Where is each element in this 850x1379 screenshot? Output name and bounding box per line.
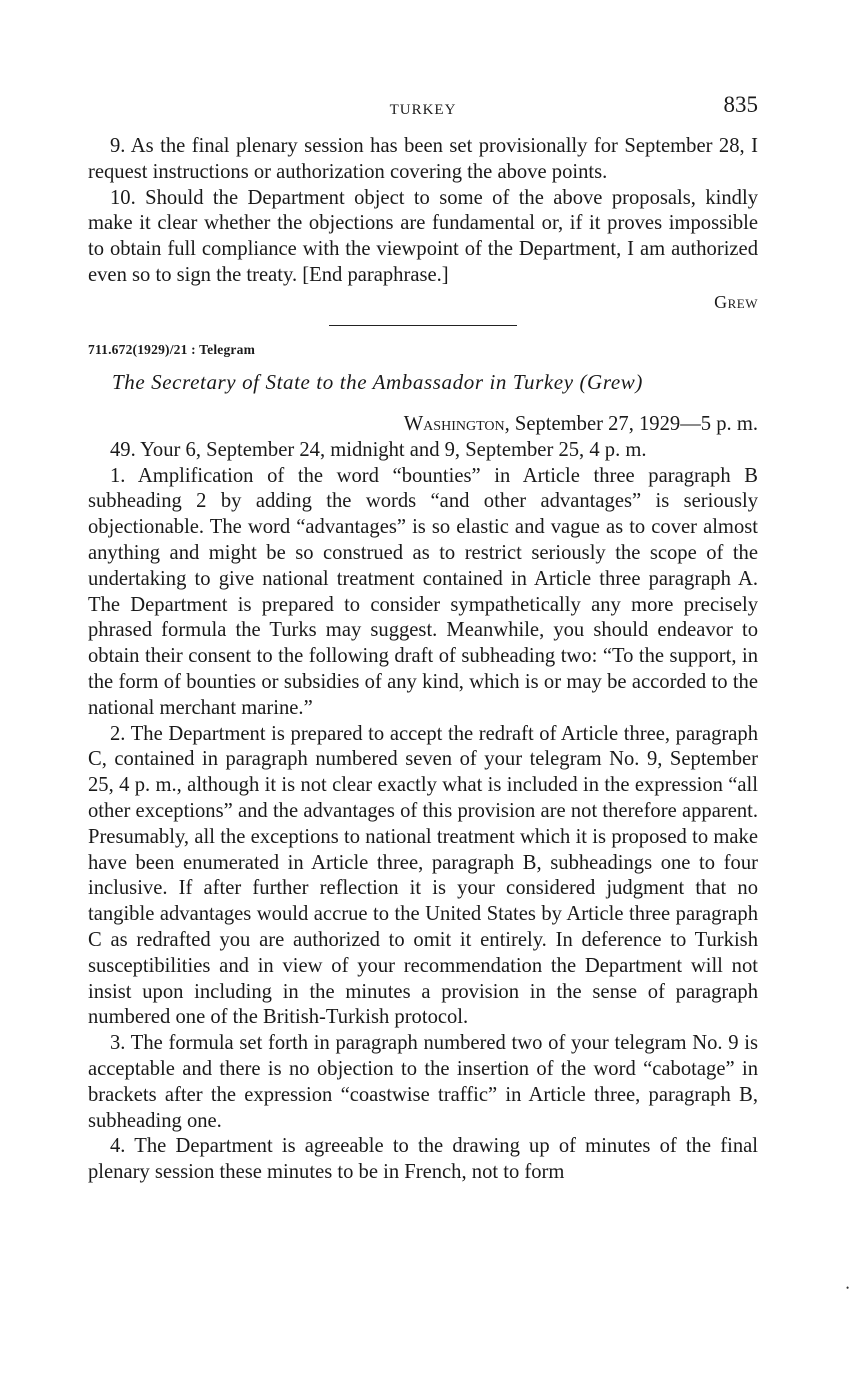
page-header: [88, 92, 758, 126]
margin-mark: •: [846, 1283, 850, 1293]
dateline-date: , September 27, 1929—5 p. m.: [504, 412, 758, 435]
signature: Grew: [714, 291, 758, 312]
paragraph-49: 49. Your 6, September 24, midnight and 9, September 25, 4 p. m.: [110, 438, 647, 461]
dateline: [88, 411, 758, 437]
paragraph-10: 10. Should the Department object to some of the above proposals, kindly make it clear whether the objections are fundamental or, if it proves impossible to obtain full compliance with the viewpoint of the Department, I am authorized even so to sign the treaty. [End paraphrase.]: [88, 186, 758, 286]
page-number: 835: [723, 92, 758, 117]
running-head: TURKEY: [389, 102, 457, 118]
document-heading: The Secretary of State to the Ambassador in Turkey (Grew): [112, 369, 643, 394]
paragraph-9: 9. As the final plenary session has been set provisionally for September 28, I request instructions or authorization covering the above points.: [88, 135, 758, 183]
file-reference: 711.672(1929)/21 : Telegram: [88, 341, 256, 357]
paragraph-3: 3. The formula set forth in paragraph numbered two of your telegram No. 9 is acceptable and there is no objection to the insertion of the word “cabotage” in brackets after the expression “coastwise traffic” in Article three, paragraph B, subheading one.: [88, 1032, 758, 1132]
paragraph-4: 4. The Department is agreeable to the drawing up of minutes of the final plenary session these minutes to be in French, not to form: [88, 1135, 758, 1184]
document-page: [88, 92, 758, 1186]
paragraph-1: 1. Amplification of the word “bounties” in Article three paragraph B subheading 2 by adding the words “and other advantages” is seriously objectionable. The word “advantages” is so elastic and vague as to cover almost anything and might be so construed as to restrict seriously the scope of the undertaking to give national treatment contained in Article three paragraph A. The Department is prepared to consider sympathetically any more precisely phrased formula the Turks may suggest. Meanwhile, you should endeavor to obtain their consent to the following draft of subheading two: “To the support, in the form of bounties or subsidies of any kind, which is or may be accorded to the national merchant marine.”: [88, 464, 758, 719]
dateline-place: Washington: [403, 412, 505, 435]
section-divider: [329, 325, 517, 326]
paragraph-2: 2. The Department is prepared to accept the redraft of Article three, paragraph C, contained in paragraph numbered seven of your telegram No. 9, September 25, 4 p. m., although it is not clear exactly what is included in the expression “all other exceptions” and the advantages of this provision are not therefore apparent. Presumably, all the exceptions to national treatment which it is proposed to make have been enumerated in Article three, paragraph B, subheadings one to four inclusive. If after further reflection it is your considered judgment that no tangible advantages would accrue to the United States by Article three paragraph C as redrafted you are authorized to omit it entirely. In deference to Turkish susceptibilities and in view of your recommendation the Department will not insist upon including in the minutes a provision in the sense of paragraph numbered one of the British-Turkish protocol.: [88, 722, 758, 1029]
